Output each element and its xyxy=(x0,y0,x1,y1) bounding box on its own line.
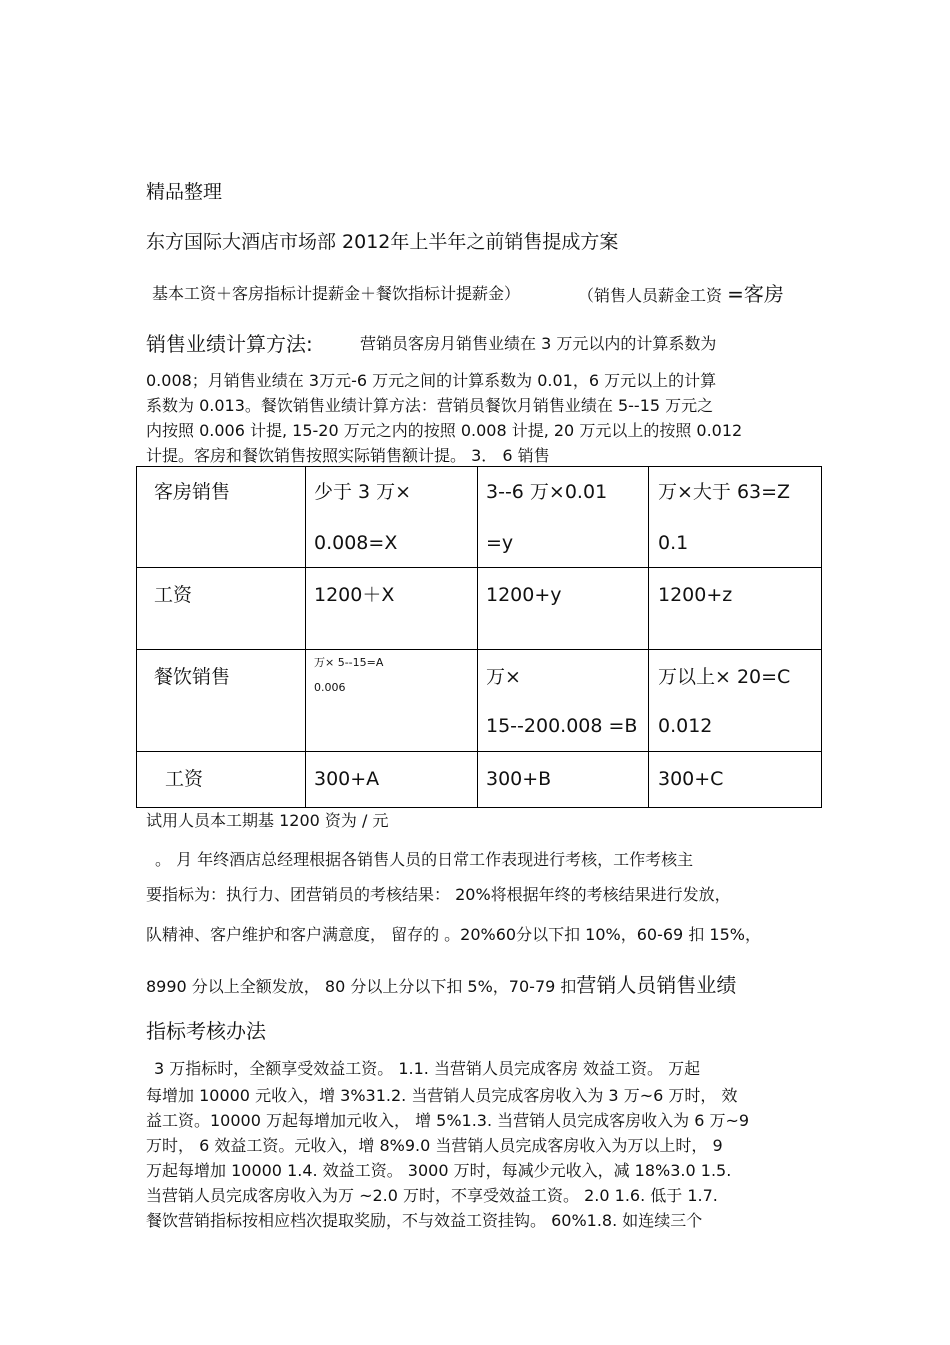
table-cell xyxy=(478,568,649,650)
section2-line5: 万起每增加 10000 1.4. 效益工资。 3000 万时，每减少元收入，减 18%3.0 1.5. xyxy=(146,1161,732,1180)
section2-line1: 3 万指标时，全额享受效益工资。 1.1. 当营销人员完成客房 效益工资。 万起 xyxy=(154,1059,701,1078)
method-line4: 内按照 0.006 计提, 15-20 万元之内的按照 0.008 计提, 20 万元以上的按照 0.012 xyxy=(146,421,743,440)
cell-text: 300+B xyxy=(486,768,552,790)
table-row xyxy=(137,752,822,808)
assess-line1: 。 月 年终酒店总经理根据各销售人员的日常工作表现进行考核，工作考核主 xyxy=(155,850,694,869)
table-cell xyxy=(649,752,822,808)
assess-line4-text: 8990 分以上全额发放， 80 分以上分以下扣 5%，70-79 扣 xyxy=(146,977,577,996)
table-cell xyxy=(649,467,822,568)
cell-text: 0.006 xyxy=(314,681,346,694)
table-cell xyxy=(306,650,478,752)
table-cell xyxy=(137,467,306,568)
table-row xyxy=(137,467,822,568)
table-cell xyxy=(649,650,822,752)
header-label: 精品整理 xyxy=(146,181,223,203)
assess-line3: 队精神、客户维护和客户满意度， 留存的 。20%60分以下扣 10%，60-69 扣 15%， xyxy=(146,925,761,944)
cell-text: 0.008=X xyxy=(314,532,398,554)
formula-right-big: =客房 xyxy=(727,282,784,306)
cell-text: 300+A xyxy=(314,768,380,790)
table-row xyxy=(137,568,822,650)
cell-text: 万× 5--15=A xyxy=(314,656,384,669)
cell-text: 0.012 xyxy=(658,715,713,737)
cell-text: 少于 3 万× xyxy=(314,481,412,503)
cell-text: 1200＋X xyxy=(314,584,395,606)
section2-line4: 万时， 6 效益工资。元收入，增 8%9.0 当营销人员完成客房收入为万以上时， 9 xyxy=(146,1136,723,1155)
cell-text: 0.1 xyxy=(658,532,689,554)
cell-text: 餐饮销售 xyxy=(154,666,231,688)
table-cell xyxy=(649,568,822,650)
table-cell xyxy=(478,650,649,752)
table-cell xyxy=(478,752,649,808)
trial-note: 试用人员本工期基 1200 资为 / 元 xyxy=(146,811,389,830)
cell-text: 3--6 万×0.01 xyxy=(486,481,608,503)
formula-right xyxy=(578,281,784,307)
table-cell xyxy=(137,752,306,808)
cell-text: =y xyxy=(486,532,514,554)
section2-line6: 当营销人员完成客房收入为万 ~2.0 万时，不享受效益工资。 2.0 1.6. 低于 1.7. xyxy=(146,1186,718,1205)
cell-text: 万× xyxy=(486,666,521,688)
commission-table xyxy=(136,466,822,808)
formula-left: 基本工资＋客房指标计提薪金＋餐饮指标计提薪金） xyxy=(152,284,521,303)
table-cell xyxy=(306,568,478,650)
method-line1: 营销员客房月销售业绩在 3 万元以内的计算系数为 xyxy=(360,334,717,353)
section2-line2: 每增加 10000 元收入，增 3%31.2. 当营销人员完成客房收入为 3 万~6 万时， 效 xyxy=(146,1086,738,1105)
table-cell xyxy=(478,467,649,568)
cell-text: 1200+y xyxy=(486,584,562,606)
cell-text: 300+C xyxy=(658,768,724,790)
cell-text: 1200+z xyxy=(658,584,733,606)
assess-line4 xyxy=(146,972,736,998)
cell-text: 万×大于 63=Z xyxy=(658,481,791,503)
table-cell xyxy=(306,467,478,568)
cell-text: 工资 xyxy=(154,584,193,606)
section2-heading: 指标考核办法 xyxy=(146,1019,266,1043)
formula-right-text: （销售人员薪金工资 xyxy=(578,286,728,305)
method-line5: 计提。客房和餐饮销售按照实际销售额计提。 3． 6 销售 xyxy=(146,446,550,465)
assess-line4-big: 营销人员销售业绩 xyxy=(576,973,737,997)
method-line2: 0.008；月销售业绩在 3万元-6 万元之间的计算系数为 0.01，6 万元以上的计算 xyxy=(146,371,717,390)
document-title: 东方国际大酒店市场部 2012年上半年之前销售提成方案 xyxy=(146,231,619,253)
cell-text: 工资 xyxy=(165,768,204,790)
table-row xyxy=(137,650,822,752)
section2-line7: 餐饮营销指标按相应档次提取奖励，不与效益工资挂钩。 60%1.8. 如连续三个 xyxy=(146,1211,703,1230)
table-cell xyxy=(137,650,306,752)
cell-text: 万以上× 20=C xyxy=(658,666,791,688)
method-line3: 系数为 0.013。餐饮销售业绩计算方法：营销员餐饮月销售业绩在 5--15 万元之 xyxy=(146,396,714,415)
cell-text: 15--200.008 =B xyxy=(486,715,638,737)
table-cell xyxy=(137,568,306,650)
table-cell xyxy=(306,752,478,808)
assess-line2: 要指标为：执行力、团营销员的考核结果： 20%将根据年终的考核结果进行发放， xyxy=(146,885,731,904)
cell-text: 客房销售 xyxy=(154,481,231,503)
section2-line3: 益工资。10000 万起每增加元收入， 增 5%1.3. 当营销人员完成客房收入为 6 万~9 xyxy=(146,1111,750,1130)
method-heading: 销售业绩计算方法: xyxy=(146,332,313,356)
